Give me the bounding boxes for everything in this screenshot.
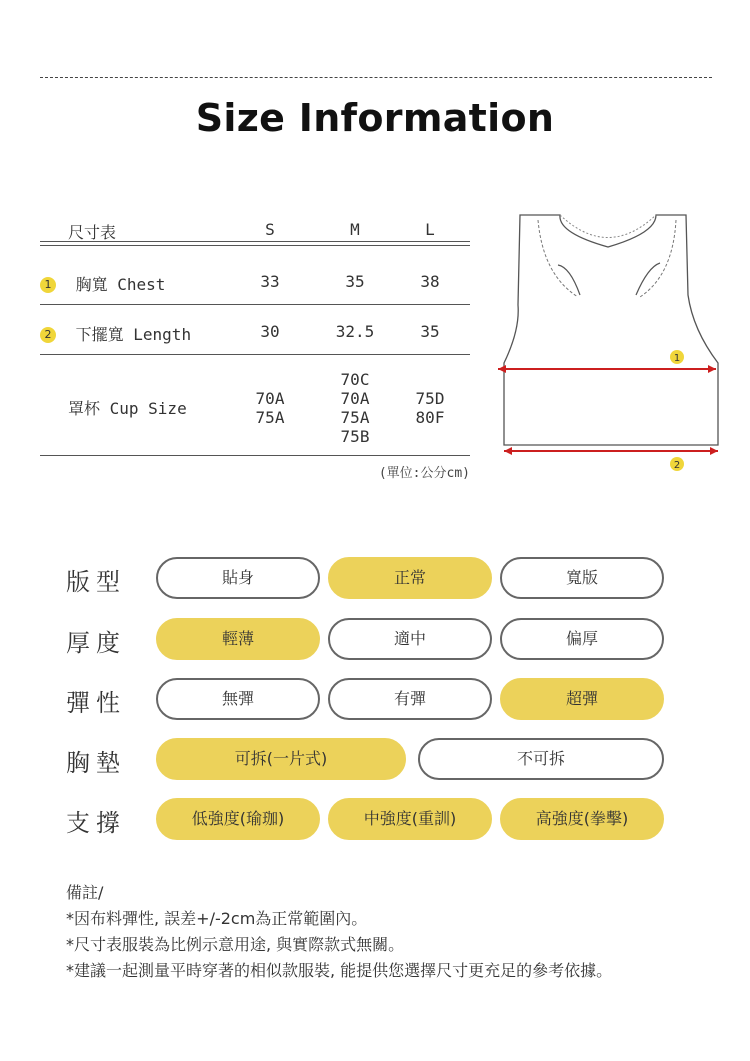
row-label-length [40,322,191,345]
pad-label: 胸墊 [66,749,126,777]
marker-2-badge: 2 [40,327,56,343]
garment-outline [504,215,718,445]
header-size-s: S [265,220,275,239]
table-row-cup [40,370,470,450]
notes-heading: 備註/ [66,883,104,902]
table-divider [40,241,470,242]
header-size-m: M [350,220,360,239]
thickness-label: 厚度 [66,629,126,657]
support-option-medium[interactable]: 中強度(重訓) [328,798,492,840]
table-divider [40,304,470,305]
diagram-marker-2-text: 2 [673,460,681,471]
garment-diagram [488,205,728,475]
hem-arrow-left [504,447,512,455]
table-divider [40,455,470,456]
fit-option-regular[interactable]: 正常 [328,557,492,599]
cup-l-0: 75D [415,389,445,408]
support-option-high[interactable]: 高強度(拳擊) [500,798,664,840]
top-dashed-divider [40,77,712,78]
cup-m-2: 75A [340,408,370,427]
note-line: *因布料彈性, 誤差+/-2cm為正常範圍內。 [66,909,368,928]
length-s: 30 [260,322,280,341]
chest-l: 38 [420,272,440,291]
table-divider [40,245,470,246]
length-l: 35 [420,322,440,341]
cup-label: 罩杯 Cup Size [68,399,187,418]
chest-arrow-left [498,365,506,373]
cup-m-0: 70C [340,370,370,389]
cup-l-1: 80F [415,408,445,427]
length-label: 下擺寬 Length [75,325,192,344]
elasticity-option-none[interactable]: 無彈 [156,678,320,720]
support-option-low[interactable]: 低強度(瑜珈) [156,798,320,840]
elasticity-option-some[interactable]: 有彈 [328,678,492,720]
page-title: Size Information [195,96,555,140]
marker-1-badge: 1 [40,277,56,293]
thickness-option-thick[interactable]: 偏厚 [500,618,664,660]
thickness-option-medium[interactable]: 適中 [328,618,492,660]
hem-arrow-right [710,447,718,455]
header-size-l: L [425,220,435,239]
length-m: 32.5 [335,322,375,341]
elasticity-option-super[interactable]: 超彈 [500,678,664,720]
fit-label: 版型 [66,568,126,596]
row-label-chest [40,272,165,295]
thickness-option-thin[interactable]: 輕薄 [156,618,320,660]
cup-s-1: 75A [255,408,285,427]
note-line: *尺寸表服裝為比例示意用途, 與實際款式無關。 [66,935,405,954]
fit-option-loose[interactable]: 寬版 [500,557,664,599]
cup-s-0: 70A [255,389,285,408]
pad-option-fixed[interactable]: 不可拆 [418,738,664,780]
table-header-label: 尺寸表 [68,223,117,242]
unit-note: (單位:公分cm) [378,466,470,481]
cup-l [405,389,455,427]
cup-s [245,389,295,427]
chest-s: 33 [260,272,280,291]
cup-m-1: 70A [340,389,370,408]
fit-option-slim[interactable]: 貼身 [156,557,320,599]
cup-m-3: 75B [340,427,370,446]
elasticity-label: 彈性 [66,689,126,717]
chest-m: 35 [345,272,365,291]
support-label: 支撐 [66,809,126,837]
notes-section [66,880,612,984]
cup-m [330,370,380,446]
pad-option-removable[interactable]: 可拆(一片式) [156,738,406,780]
table-divider [40,354,470,355]
note-line: *建議一起測量平時穿著的相似款服裝, 能提供您選擇尺寸更充足的參考依據。 [66,961,613,980]
diagram-marker-1-text: 1 [673,353,681,364]
chest-label: 胸寬 Chest [75,275,166,294]
